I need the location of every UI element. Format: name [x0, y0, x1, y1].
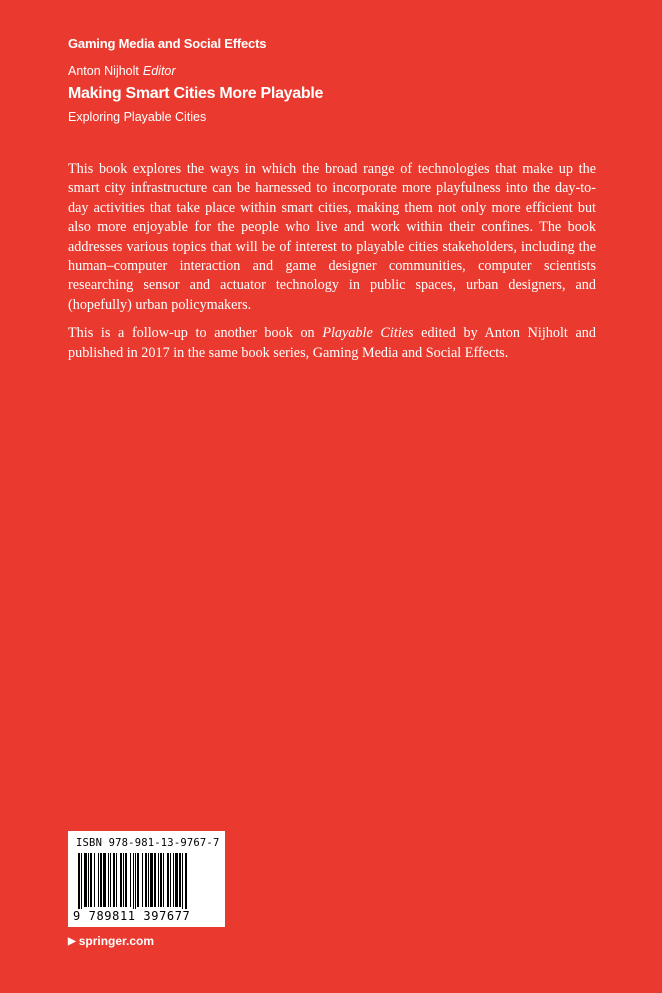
barcode-icon	[74, 853, 220, 913]
editor-name: Anton Nijholt	[68, 64, 139, 78]
blurb-paragraph-2-start: This is a follow-up to another book on	[68, 325, 323, 342]
referenced-book-title: Playable Cities	[322, 325, 414, 342]
barcode-box	[68, 831, 225, 927]
book-title: Making Smart Cities More Playable	[68, 85, 324, 102]
blurb-paragraph-2	[68, 324, 596, 363]
arrow-right-icon: ▶	[68, 935, 76, 947]
ean-digits: 9 789811 397677	[73, 909, 191, 923]
blurb-paragraph-1: This book explores the ways in which the broad range of technologies that make up the smart city infrastructure can be harnessed to incorporate more playfulness into the day-to-day activities that take place within smart cities, making them not only more efficient but also more enjoyable for the people who live and work within their confines. The book addresses various topics that will be of interest to playable cities stakeholders, including the human–computer interaction and game designer communities, computer scientists researching sensor and actuator technology in public spaces, urban designers, and (hopefully) urban policymakers.	[68, 161, 596, 313]
series-name: Gaming Media and Social Effects	[68, 36, 267, 51]
editor-line	[68, 64, 176, 78]
book-subtitle: Exploring Playable Cities	[68, 110, 207, 124]
publisher-url: springer.com	[78, 934, 155, 948]
blurb-paragraph-2-end: edited by Anton Nijholt and published in 2017 in the same book series, Gaming Media and Social Effects.	[68, 325, 596, 361]
editor-role: Editor	[142, 64, 176, 78]
publisher-link[interactable]	[68, 934, 154, 948]
blurb	[68, 160, 596, 372]
isbn-label: ISBN 978-981-13-9767-7	[76, 837, 220, 849]
